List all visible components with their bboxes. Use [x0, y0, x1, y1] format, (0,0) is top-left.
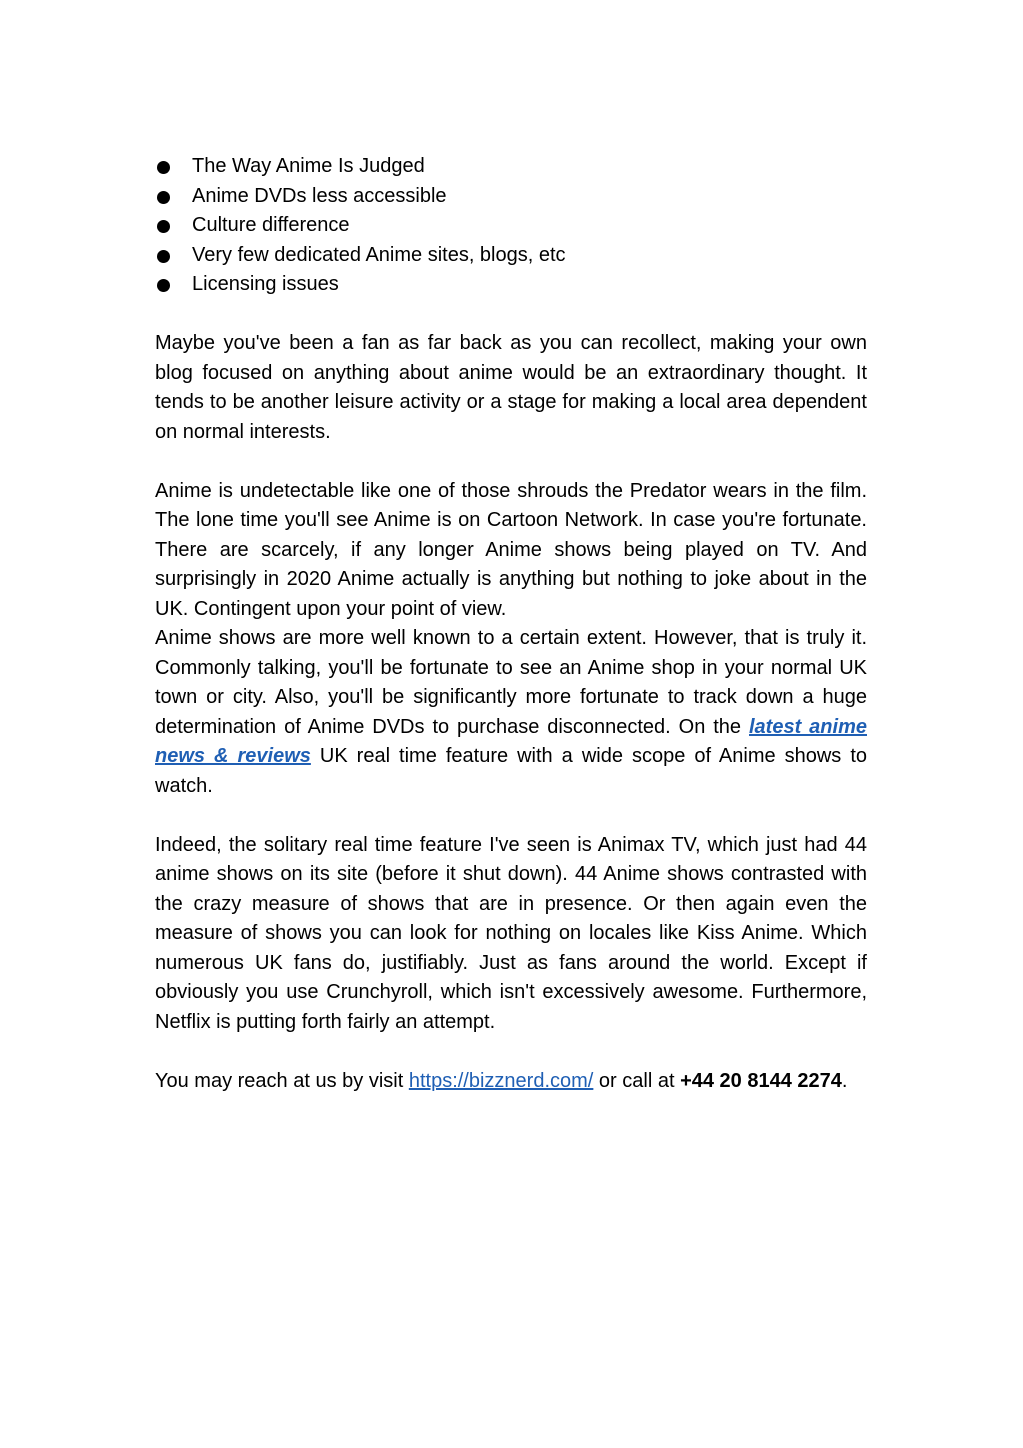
paragraph-invisibility: Anime is undetectable like one of those shrouds the Predator wears in the film. The lone time you'll see Anime is on Cartoon Network. In case you're fortunate. There are scarcely, if any longer Anime shows being played on TV. And surprisingly in 2020 Anime actually is anything but nothing to joke about in the UK. Contingent upon your point of view.: [155, 479, 867, 620]
spacer: [155, 300, 867, 330]
document-page: [155, 152, 867, 1096]
list-item: Culture difference: [155, 211, 867, 241]
bullet-icon: [157, 250, 170, 263]
spacer: [155, 1037, 867, 1067]
bullet-list: [155, 152, 867, 300]
paragraph-availability: Anime shows are more well known to a certain extent. However, that is truly it. Commonly talking, you'll be fortunate to see an Anime shop in your normal UK town or city. Also, you'll be significantly more fortunate to track down a huge determination of Anime DVDs to purchase disconnected. On the latest anime news & reviews UK real time feature with a wide scope of Anime shows to watch.: [155, 627, 867, 797]
bullet-icon: [157, 161, 170, 174]
list-item: Licensing issues: [155, 270, 867, 300]
bullet-icon: [157, 191, 170, 204]
list-item: Anime DVDs less accessible: [155, 182, 867, 212]
paragraph-streaming: Indeed, the solitary real time feature I've seen is Animax TV, which just had 44 anime shows on its site (before it shut down). 44 Anime shows contrasted with the crazy measure of shows that are in presence. Or then again even the measure of shows you can look for nothing on locales like Kiss Anime. Which numerous UK fans do, justifiably. Just as fans around the world. Except if obviously you use Crunchyroll, which isn't excessively awesome. Furthermore, Netflix is putting forth fairly an attempt.: [155, 833, 867, 1033]
phone-number: +44 20 8144 2274: [680, 1069, 842, 1092]
anime-news-link[interactable]: latest anime news & reviews: [155, 715, 867, 767]
paragraph-intro: Maybe you've been a fan as far back as you can recollect, making your own blog focused on anything about anime would be an extraordinary thought. It tends to be another leisure activity or a stage for making a local area dependent on normal interests.: [155, 332, 867, 443]
bullet-icon: [157, 220, 170, 233]
spacer: [155, 801, 867, 831]
list-item: Very few dedicated Anime sites, blogs, etc: [155, 241, 867, 271]
website-link[interactable]: https://bizznerd.com/: [408, 1069, 594, 1092]
spacer: [155, 447, 867, 477]
bullet-icon: [157, 279, 170, 292]
list-item: The Way Anime Is Judged: [155, 152, 867, 182]
paragraph-contact: You may reach at us by visit https://bizznerd.com/ or call at +44 20 8144 2274.: [155, 1069, 848, 1092]
